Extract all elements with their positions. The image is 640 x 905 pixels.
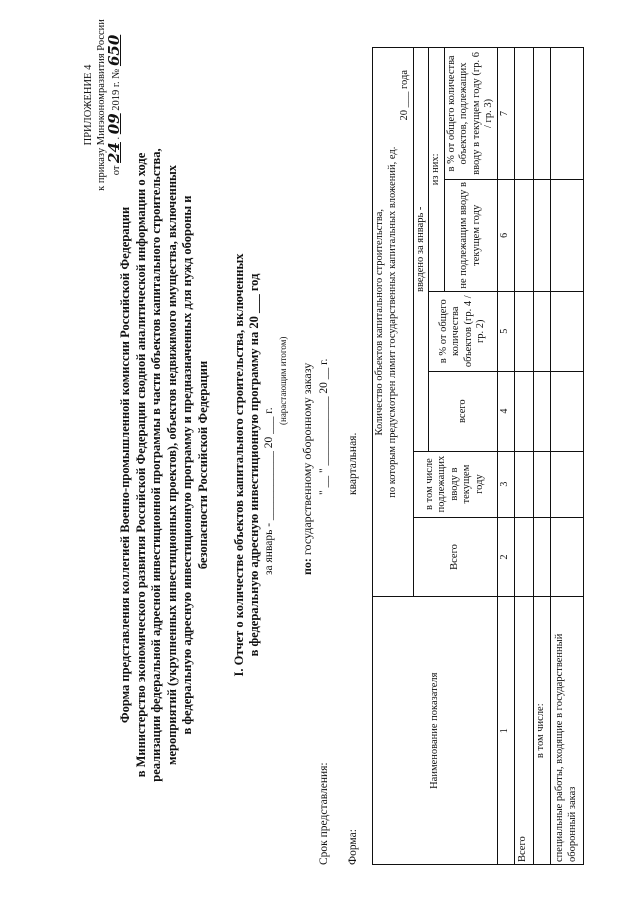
annex-month: 09 — [105, 113, 123, 135]
annex-line1: ПРИЛОЖЕНИЕ 4 — [83, 64, 94, 146]
cell — [514, 291, 533, 371]
header-main — [373, 48, 414, 597]
section-heading — [232, 85, 262, 845]
header-not-due: не подлежащим вводу в текущем году — [444, 179, 497, 291]
period-text: за январь - ____________ 20 ___ г. — [263, 407, 275, 575]
header-total: Всего — [413, 517, 497, 597]
title-line6: безопасности Российской Федерации — [195, 360, 210, 570]
document-title — [118, 85, 212, 845]
report-basis — [300, 363, 315, 575]
cell — [514, 179, 533, 291]
row-label-incl: в том числе: — [533, 597, 550, 865]
title-line4: мероприятий (укрупненных инвестиционных проектов), объектов недвижимого имущества, включенных — [164, 164, 179, 766]
header-indicator: Наименование показателя — [373, 597, 498, 865]
annex-header — [82, 5, 123, 205]
annex-date-prefix: от — [111, 165, 122, 176]
col-num-2: 2 — [497, 517, 514, 597]
forma-label: Форма: — [347, 829, 359, 865]
by-label: по: — [300, 558, 314, 575]
cell — [533, 517, 550, 597]
report-table — [372, 47, 584, 865]
annex-year: 2019 г. № — [111, 68, 122, 111]
section-line1: I. Отчет о количестве объектов капитального строительства, включенных — [232, 253, 246, 677]
section-line2: в федеральную адресную инвестиционную программу на 20 ___ год — [247, 273, 261, 657]
forma-value: квартальная. — [347, 432, 359, 495]
col-num-3: 3 — [497, 451, 514, 517]
srok-label: Срок представления: — [318, 762, 330, 865]
cell — [514, 517, 533, 597]
header-pct-due: в % от общего количества объектов, подлежащих вводу в текущем году (гр. 6 / гр. 3) — [444, 48, 497, 180]
col-num-5: 5 — [497, 291, 514, 371]
row-label-special: специальные работы, входящие в государственный оборонный заказ — [550, 597, 583, 865]
annex-date-line: от 24 . 09 2019 г. № 650 — [105, 34, 123, 176]
header-main-line2: по которым предусмотрен лимит государственных капитальных вложений, ед. — [386, 146, 398, 498]
cell — [550, 517, 583, 597]
by-value: государственному оборонному заказу — [300, 362, 314, 556]
col-num-4: 4 — [497, 371, 514, 451]
cell — [533, 48, 550, 180]
header-main-line1: Количество объектов капитального строительства, — [374, 209, 385, 436]
column-numbers-row — [497, 48, 514, 865]
table-row — [550, 48, 583, 865]
header-total2: всего — [429, 371, 498, 451]
title-line3: реализации федеральной адресной инвестиционной программы в части объектов капитального строительства, — [149, 148, 164, 782]
header-of-them: из них: — [429, 48, 445, 292]
header-incl: в том числе подлежащих вводу в текущем году — [413, 451, 497, 517]
cell — [550, 48, 583, 180]
cell — [533, 179, 550, 291]
annex-line2: к приказу Минэкономразвития России — [96, 19, 107, 191]
cell — [550, 451, 583, 517]
col-num-7: 7 — [497, 48, 514, 180]
header-year: 20 ___ года — [399, 70, 410, 121]
col-num-1: 1 — [497, 597, 514, 865]
header-introduced: введено за январь - — [413, 48, 429, 452]
title-line1: Форма представления коллегией Военно-промышленной комиссии Российской Федерации — [118, 206, 132, 724]
annex-day: 24 — [105, 142, 123, 163]
cell — [550, 179, 583, 291]
header-pct-total: в % от общего количества объектов (гр. 4 / гр. 2) — [429, 291, 498, 371]
col-num-6: 6 — [497, 179, 514, 291]
cell — [533, 451, 550, 517]
table-row — [514, 48, 533, 865]
table-row — [533, 48, 550, 865]
annex-number: 650 — [105, 34, 123, 67]
cell — [514, 371, 533, 451]
report-period — [262, 275, 290, 575]
period-note: (нарастающим итогом) — [278, 336, 288, 425]
title-line5: в федеральную адресную инвестиционную программу и предназначенных для нужд обороны и — [180, 195, 195, 735]
cell — [550, 371, 583, 451]
cell — [533, 371, 550, 451]
cell — [514, 48, 533, 180]
srok-value: " __ " ____________ 20 __ г. — [318, 358, 330, 495]
cell — [550, 291, 583, 371]
title-line2: в Министерство экономического развития Российской Федерации сводной аналитической информации о ходе — [133, 152, 148, 778]
cell — [514, 451, 533, 517]
row-label-total: Всего — [514, 597, 533, 865]
cell — [533, 291, 550, 371]
